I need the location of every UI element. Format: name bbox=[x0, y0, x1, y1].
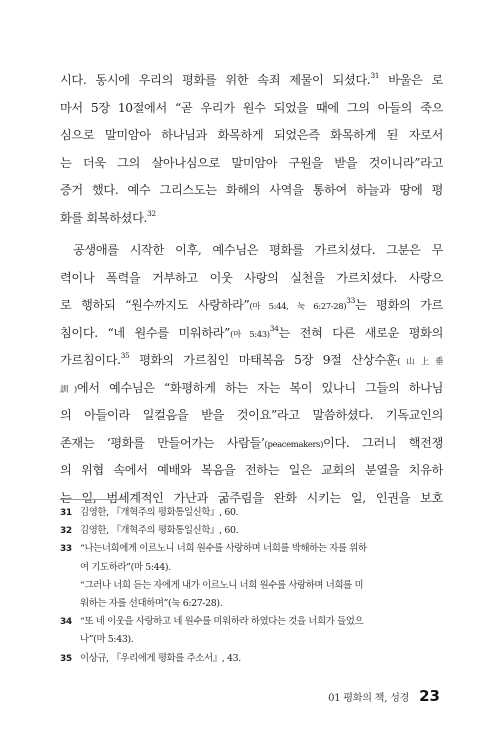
footnotes bbox=[60, 504, 450, 668]
footnote-number: 32 bbox=[60, 526, 72, 537]
footnote bbox=[60, 504, 450, 522]
inline-citation: (peacemakers) bbox=[264, 439, 324, 450]
text-run: 마서 5장 10절에서 “곧 우리가 원수 되었을 때에 그의 아들의 죽으 bbox=[60, 100, 443, 115]
footnote-text: 워하는 자를 선대하며”(눅 6:27-28). bbox=[80, 597, 223, 609]
footnote-number: 31 bbox=[60, 508, 72, 518]
footnote-text: 나”(마 5:43). bbox=[80, 634, 134, 646]
body-line bbox=[60, 265, 443, 293]
footnote bbox=[60, 650, 450, 668]
inline-citation: (마 5:44, 눅 6:27-28) bbox=[249, 302, 347, 312]
text-run: 존재는 ‘평화를 만들어가는 사람들’ bbox=[60, 435, 265, 450]
footnote-text: 여 기도하라”(마 5:44). bbox=[80, 561, 171, 573]
text-run: 는 더욱 그의 살아나심으로 말미암아 구원을 받을 것이니라”라고 bbox=[60, 155, 443, 170]
footnote-number: 33 bbox=[60, 544, 72, 555]
text-run: 평화의 가르침인 마태복음 5장 9절 산상수훈 bbox=[129, 353, 398, 367]
footnote-text: 김영한, 『개혁주의 평화통일신학』, 60. bbox=[80, 507, 239, 518]
body-line bbox=[60, 205, 443, 233]
text-run: 침이다. “네 원수를 미워하라” bbox=[60, 325, 231, 340]
text-run: 공생애를 시작한 이후, 예수님은 평화를 가르치셨다. 그분은 무 bbox=[73, 243, 443, 257]
body-line bbox=[60, 292, 443, 320]
footnote-divider bbox=[60, 499, 126, 500]
text-run: 는 평화의 가르 bbox=[355, 298, 443, 312]
running-footer-chapter: 01 평화의 책, 성경 bbox=[328, 693, 410, 704]
text-run: 로 행하되 “원수까지도 사랑하라” bbox=[60, 298, 250, 312]
body-line bbox=[60, 122, 443, 150]
footnote-text: “그러나 너희 듣는 자에게 내가 이르노니 너희 원수를 사랑하며 너희를 미 bbox=[80, 579, 364, 591]
footnote-ref: 33 bbox=[346, 296, 355, 305]
footnote-ref: 35 bbox=[120, 351, 130, 360]
footnote-text: 김영한, 『개혁주의 평화통일신학』, 60. bbox=[80, 525, 239, 537]
text-run: 심으로 말미암아 하나님과 화목하게 되었은즉 화목하게 된 자로서 bbox=[60, 128, 443, 142]
body-line bbox=[60, 457, 443, 485]
footnote-text: 이상규, 『우리에게 평화를 주소서』, 43. bbox=[80, 652, 241, 664]
page-number: 23 bbox=[419, 687, 440, 705]
footnote-ref: 31 bbox=[370, 71, 380, 80]
text-run: 의 위협 속에서 예배와 복음을 전하는 일은 교회의 분열을 치유하 bbox=[60, 463, 443, 477]
footnote-number: 35 bbox=[60, 653, 72, 664]
text-run: 에서 예수님은 “화평하게 하는 자는 복이 있나니 그들의 하나님 bbox=[76, 380, 443, 395]
page-footer bbox=[60, 687, 440, 705]
footnote-ref: 34 bbox=[269, 323, 279, 333]
text-run: 시다. 동시에 우리의 평화를 위한 속죄 제물이 되셨다. bbox=[60, 73, 371, 87]
text-run: 화를 회복하셨다. bbox=[60, 210, 148, 225]
body-line bbox=[60, 347, 443, 375]
text-run: 가르침이다. bbox=[60, 353, 121, 367]
body-line bbox=[60, 150, 443, 178]
footnote bbox=[60, 613, 450, 631]
body-line bbox=[60, 67, 443, 95]
body-line bbox=[60, 430, 443, 458]
body-line bbox=[60, 375, 443, 403]
inline-citation: 訓) bbox=[60, 384, 77, 395]
inline-citation: (마 5:43) bbox=[230, 329, 270, 340]
footnote bbox=[60, 559, 450, 577]
footnote bbox=[60, 577, 450, 595]
body-text bbox=[60, 67, 443, 512]
text-run: 의 아들이라 일컬음을 받을 것이요”라고 말씀하셨다. 기독교인의 bbox=[60, 408, 443, 422]
footnote bbox=[60, 631, 450, 649]
body-line bbox=[60, 177, 443, 205]
footnote-ref: 32 bbox=[147, 208, 156, 218]
inline-citation: (山上垂 bbox=[397, 357, 443, 367]
footnote bbox=[60, 595, 450, 613]
body-line bbox=[60, 320, 443, 348]
text-run: 바울은 로 bbox=[379, 73, 443, 87]
footnote bbox=[60, 522, 450, 540]
footnote-number: 34 bbox=[60, 617, 72, 628]
text-run: 이다. 그러니 핵전쟁 bbox=[323, 435, 443, 450]
footnote-text: “나는너희에게 이르노니 너희 원수를 사랑하며 너희를 박해하는 자를 위하 bbox=[80, 543, 367, 555]
text-run: 력이나 폭력을 거부하고 이웃 사랑의 실천을 가르치셨다. 사랑으 bbox=[60, 270, 443, 285]
body-line bbox=[60, 402, 443, 430]
text-run: 는 일, 범세계적인 가난과 굶주림을 완화 시키는 일, 인권을 보호 bbox=[60, 490, 443, 505]
text-run: 증거 했다. 예수 그리스도는 화해의 사역을 통하여 하늘과 땅에 평 bbox=[60, 183, 443, 197]
footnote-text: “또 네 이웃을 사랑하고 네 원수를 미워하라 하였다는 것을 너희가 들었으 bbox=[80, 616, 364, 628]
body-line bbox=[60, 95, 443, 123]
text-run: 는 전혀 다른 새로운 평화의 bbox=[278, 325, 443, 340]
body-line bbox=[60, 237, 443, 265]
footnote bbox=[60, 540, 450, 558]
